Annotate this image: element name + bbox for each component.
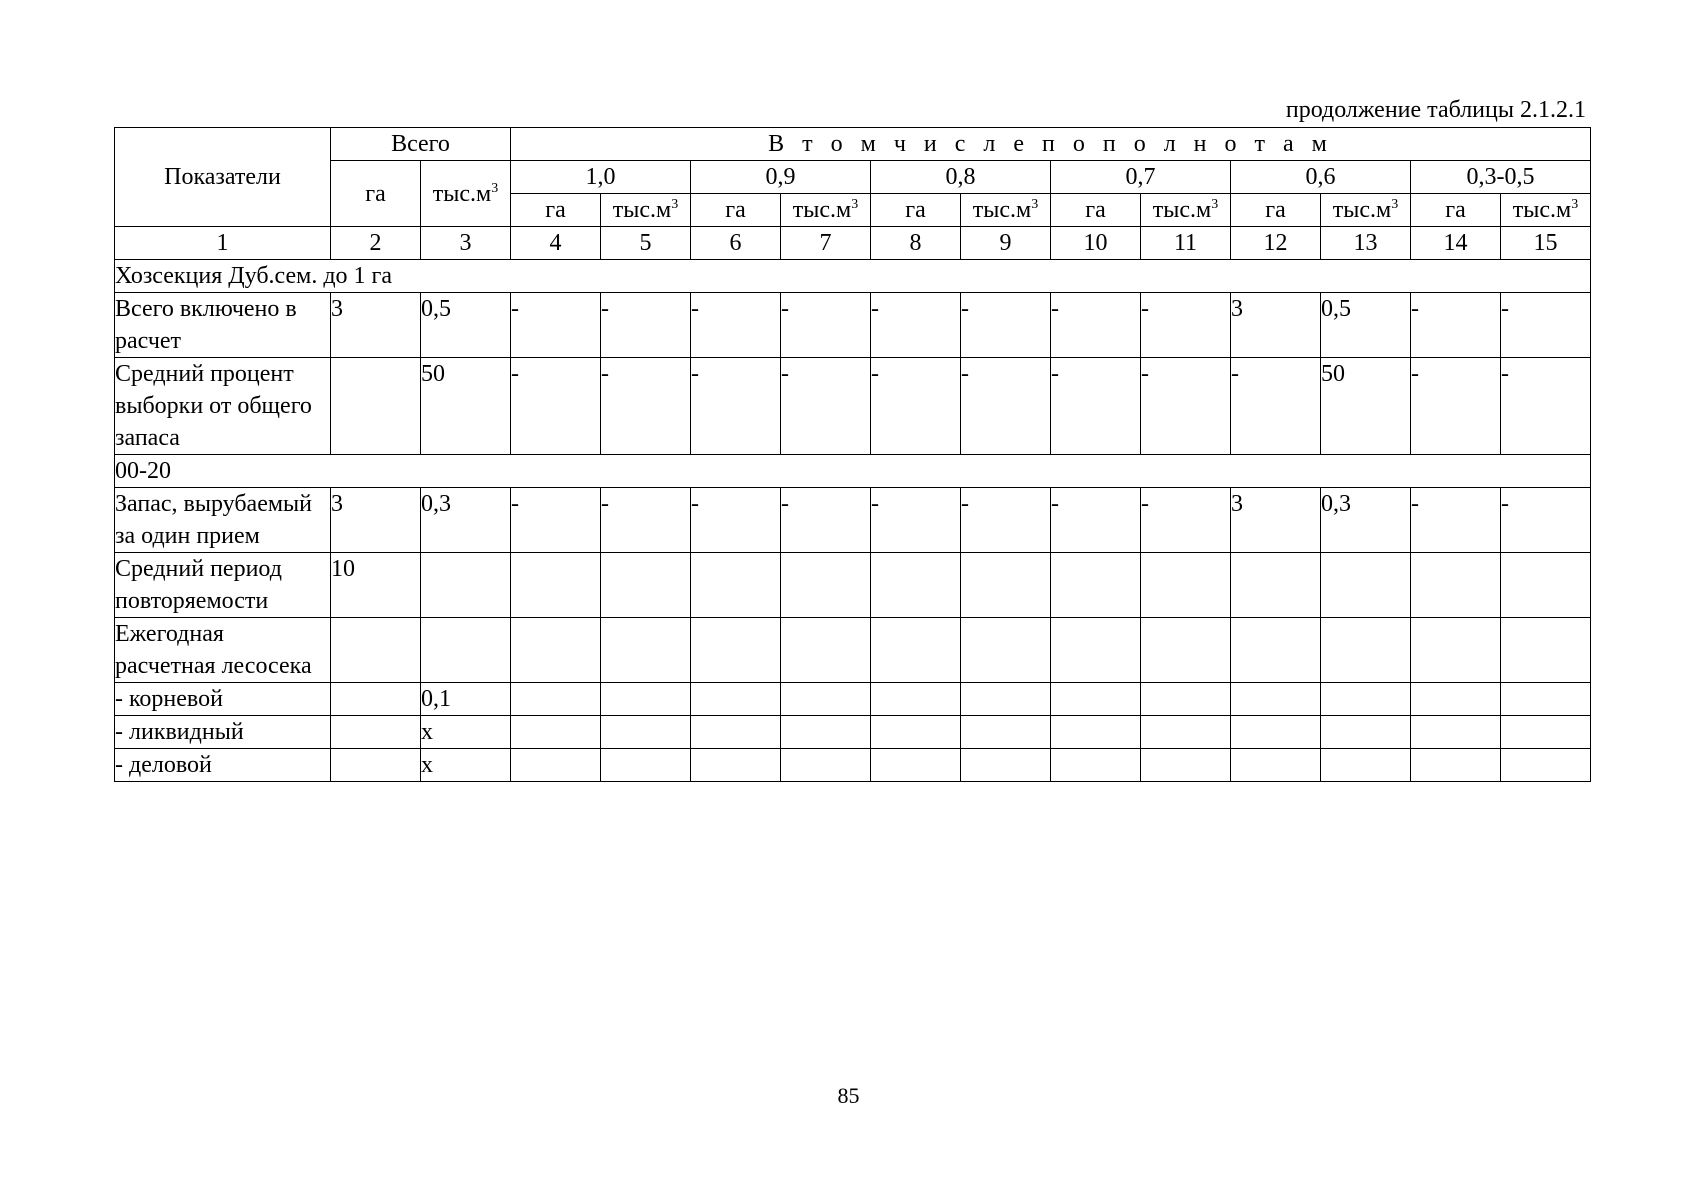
- table-cell: [331, 618, 421, 683]
- table-cell: [1321, 683, 1411, 716]
- table-cell: [961, 716, 1051, 749]
- table-cell: [1231, 618, 1321, 683]
- table-row: [115, 683, 1591, 716]
- table-cell: -: [1501, 358, 1591, 455]
- table-cell: [1051, 618, 1141, 683]
- table-cell: -: [1231, 358, 1321, 455]
- table-cell: [1231, 683, 1321, 716]
- table-cell: [961, 749, 1051, 782]
- table-cell: -: [1411, 293, 1501, 358]
- table-cell: [1411, 618, 1501, 683]
- table-cell: [601, 716, 691, 749]
- table-cell: [601, 553, 691, 618]
- table-cell: [1501, 618, 1591, 683]
- table-cell: -: [961, 293, 1051, 358]
- table-cell: [511, 618, 601, 683]
- table-row: [115, 553, 1591, 618]
- table-cell: -: [1411, 358, 1501, 455]
- table-cell: [601, 618, 691, 683]
- header-unit-volume: $тыс.м^3$: [781, 194, 871, 227]
- row-label: - деловой: [115, 749, 331, 782]
- header-total-volume: $тыс.м^3$: [421, 161, 511, 227]
- column-number: 5: [601, 227, 691, 260]
- table-cell: [331, 683, 421, 716]
- header-unit-ha: га: [1411, 194, 1501, 227]
- table-cell: [781, 618, 871, 683]
- table-row: [115, 716, 1591, 749]
- column-number: 15: [1501, 227, 1591, 260]
- header-density-0-6: 0,6: [1231, 161, 1411, 194]
- table-cell: [1411, 716, 1501, 749]
- table-cell: [601, 683, 691, 716]
- table-cell: [1231, 749, 1321, 782]
- column-number: 10: [1051, 227, 1141, 260]
- table-cell: -: [1141, 293, 1231, 358]
- table-cell: х: [421, 749, 511, 782]
- table-cell: -: [1051, 358, 1141, 455]
- table-cell: -: [601, 293, 691, 358]
- column-number: 12: [1231, 227, 1321, 260]
- column-number: 7: [781, 227, 871, 260]
- table-cell: [1411, 553, 1501, 618]
- table-cell: [781, 716, 871, 749]
- table-cell: 3: [1231, 488, 1321, 553]
- table-cell: [1141, 749, 1231, 782]
- table-cell: -: [781, 488, 871, 553]
- table-cell: [331, 358, 421, 455]
- table-cell: 10: [331, 553, 421, 618]
- column-number: 4: [511, 227, 601, 260]
- header-unit-volume: $тыс.м^3$: [601, 194, 691, 227]
- table-cell: [961, 618, 1051, 683]
- table-cell: -: [511, 293, 601, 358]
- table-cell: [511, 683, 601, 716]
- table-cell: [601, 749, 691, 782]
- forest-table: [114, 127, 1591, 782]
- table-cell: [1411, 749, 1501, 782]
- header-total: Всего: [331, 128, 511, 161]
- header-row-2: [115, 161, 1591, 194]
- table-cell: [691, 618, 781, 683]
- table-cell: -: [691, 293, 781, 358]
- table-cell: [781, 553, 871, 618]
- table-row: [115, 293, 1591, 358]
- table-cell: 3: [1231, 293, 1321, 358]
- row-label: Средний период повторяемости: [115, 553, 331, 618]
- table-cell: х: [421, 716, 511, 749]
- row-label: Ежегодная расчетная лесосека: [115, 618, 331, 683]
- table-cell: [421, 618, 511, 683]
- header-incl-density: В т о м ч и с л е п о п о л н о т а м: [511, 128, 1591, 161]
- table-cell: [1501, 683, 1591, 716]
- section-row: [115, 455, 1591, 488]
- table-cell: [961, 683, 1051, 716]
- table-cell: -: [601, 488, 691, 553]
- table-cell: [961, 553, 1051, 618]
- header-density-1-0: 1,0: [511, 161, 691, 194]
- table-cell: [1321, 749, 1411, 782]
- table-cell: -: [1051, 488, 1141, 553]
- table-cell: [511, 716, 601, 749]
- table-cell: 0,3: [1321, 488, 1411, 553]
- table-cell: [1141, 683, 1231, 716]
- column-number: 11: [1141, 227, 1231, 260]
- table-cell: -: [1501, 488, 1591, 553]
- table-cell: -: [781, 358, 871, 455]
- column-number: 9: [961, 227, 1051, 260]
- table-cell: -: [601, 358, 691, 455]
- table-cell: 0,5: [1321, 293, 1411, 358]
- table-cell: 3: [331, 293, 421, 358]
- table-cell: 50: [1321, 358, 1411, 455]
- table-cell: [871, 553, 961, 618]
- table-cell: -: [1051, 293, 1141, 358]
- table-cell: [1501, 553, 1591, 618]
- table-cell: [331, 716, 421, 749]
- table-cell: -: [871, 488, 961, 553]
- header-unit-ha: га: [1231, 194, 1321, 227]
- table-cell: [1051, 716, 1141, 749]
- table-body: [115, 128, 1591, 782]
- table-cell: [691, 553, 781, 618]
- table-cell: -: [871, 358, 961, 455]
- table-row: [115, 358, 1591, 455]
- row-label: Запас, вырубаемый за один прием: [115, 488, 331, 553]
- table-cell: [781, 683, 871, 716]
- header-density-0-8: 0,8: [871, 161, 1051, 194]
- table-cell: 0,5: [421, 293, 511, 358]
- header-density-0-7: 0,7: [1051, 161, 1231, 194]
- table-row: [115, 618, 1591, 683]
- table-cell: [1051, 749, 1141, 782]
- table-cell: [1321, 618, 1411, 683]
- table-cell: [871, 618, 961, 683]
- row-label: - ликвидный: [115, 716, 331, 749]
- column-number: 6: [691, 227, 781, 260]
- table-cell: [1231, 553, 1321, 618]
- table-cell: -: [781, 293, 871, 358]
- page-number: 85: [837, 1083, 860, 1108]
- table-cell: 0,1: [421, 683, 511, 716]
- table-cell: [1141, 716, 1231, 749]
- table-cell: [331, 749, 421, 782]
- table-cell: [1411, 683, 1501, 716]
- header-unit-volume: $тыс.м^3$: [1321, 194, 1411, 227]
- table-cell: [421, 553, 511, 618]
- row-label: Средний процент выборки от общего запаса: [115, 358, 331, 455]
- header-unit-volume: $тыс.м^3$: [961, 194, 1051, 227]
- table-cell: -: [871, 293, 961, 358]
- table-cell: [871, 749, 961, 782]
- table-cell: 50: [421, 358, 511, 455]
- table-cell: [871, 683, 961, 716]
- column-number: 13: [1321, 227, 1411, 260]
- header-unit-ha: га: [511, 194, 601, 227]
- table-cell: -: [1411, 488, 1501, 553]
- table-cell: -: [691, 488, 781, 553]
- column-number: 3: [421, 227, 511, 260]
- table-cell: [871, 716, 961, 749]
- header-unit-volume: $тыс.м^3$: [1501, 194, 1591, 227]
- table-cell: -: [511, 358, 601, 455]
- table-cell: 0,3: [421, 488, 511, 553]
- column-number-row: [115, 227, 1591, 260]
- table-cell: -: [511, 488, 601, 553]
- table-cell: [1141, 618, 1231, 683]
- table-cell: [1141, 553, 1231, 618]
- section-title: 00-20: [115, 455, 1591, 488]
- table-cell: [1051, 553, 1141, 618]
- column-number: 2: [331, 227, 421, 260]
- table-cell: -: [1141, 488, 1231, 553]
- continuation-title: продолжение таблицы 2.1.2.1: [1285, 97, 1586, 123]
- table-cell: [1501, 716, 1591, 749]
- section-row: [115, 260, 1591, 293]
- header-unit-ha: га: [1051, 194, 1141, 227]
- header-row-1: [115, 128, 1591, 161]
- header-indicators: Показатели: [115, 128, 331, 227]
- table-row: [115, 488, 1591, 553]
- table-cell: [511, 553, 601, 618]
- header-unit-ha: га: [691, 194, 781, 227]
- table-cell: 3: [331, 488, 421, 553]
- table-cell: [781, 749, 871, 782]
- row-label: - корневой: [115, 683, 331, 716]
- header-unit-ha: га: [871, 194, 961, 227]
- table-cell: [691, 683, 781, 716]
- table-cell: -: [1501, 293, 1591, 358]
- table-cell: [691, 716, 781, 749]
- row-label: Всего включено в расчет: [115, 293, 331, 358]
- table-cell: [691, 749, 781, 782]
- table-cell: -: [961, 358, 1051, 455]
- table-cell: -: [1141, 358, 1231, 455]
- header-unit-volume: $тыс.м^3$: [1141, 194, 1231, 227]
- header-total-ha: га: [331, 161, 421, 227]
- column-number: 8: [871, 227, 961, 260]
- table-cell: [1501, 749, 1591, 782]
- table-cell: [511, 749, 601, 782]
- table-row: [115, 749, 1591, 782]
- table-cell: [1321, 716, 1411, 749]
- table-cell: -: [691, 358, 781, 455]
- section-title: Хозсекция Дуб.сем. до 1 га: [115, 260, 1591, 293]
- header-density-0-3-0-5: 0,3-0,5: [1411, 161, 1591, 194]
- column-number: 14: [1411, 227, 1501, 260]
- table-cell: [1231, 716, 1321, 749]
- column-number: 1: [115, 227, 331, 260]
- table-cell: -: [961, 488, 1051, 553]
- header-density-0-9: 0,9: [691, 161, 871, 194]
- table-cell: [1321, 553, 1411, 618]
- table-cell: [1051, 683, 1141, 716]
